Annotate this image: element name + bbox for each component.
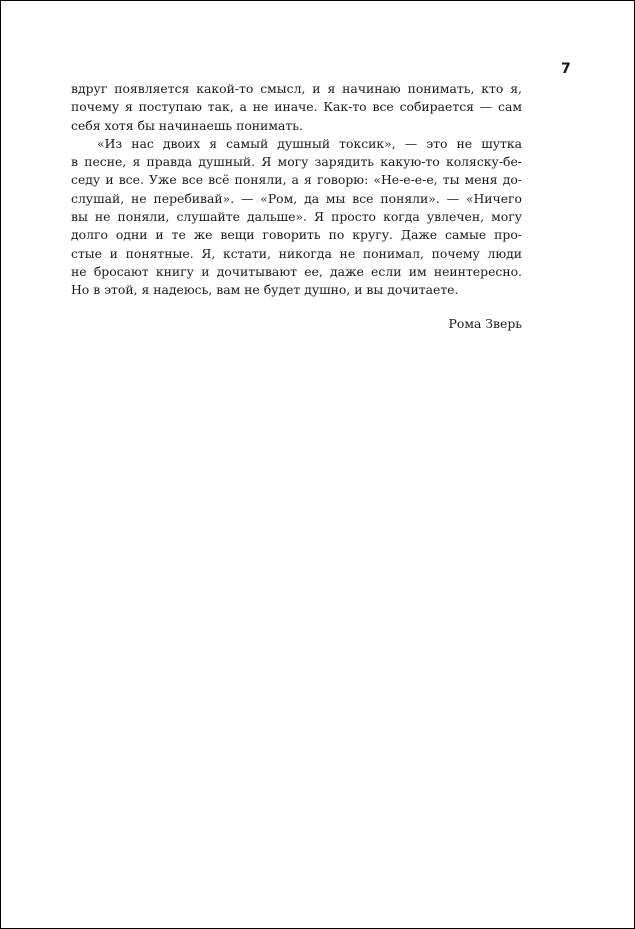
text-line: вдруг появляется какой-то смысл, и я начинаю понимать, кто я, xyxy=(71,81,522,96)
text-line: слушай, не перебивай». — «Ром, да мы все поняли». — «Ничего xyxy=(71,190,522,206)
text-line: не бросают книгу и дочитывают ее, даже если им неинтересно. xyxy=(71,263,522,279)
text-line: Но в этой, я надеюсь, вам не будет душно, и вы дочитаете. xyxy=(71,282,459,298)
text-line: «Из нас двоих я самый душный токсик», — это не шутка xyxy=(97,135,522,151)
page-number: 7 xyxy=(561,61,571,77)
author-signature: Рома Зверь xyxy=(448,315,522,331)
body-text xyxy=(71,80,522,333)
text-line: стые и понятные. Я, кстати, никогда не понимал, почему люди xyxy=(71,245,522,261)
text-line: седу и все. Уже все всё поняли, а я говорю: «Не-е-е-е, ты меня до- xyxy=(71,172,522,188)
text-line: себя хотя бы начинаешь понимать. xyxy=(71,117,303,133)
text-line: почему я поступаю так, а не иначе. Как-то все собирается — сам xyxy=(71,99,522,115)
text-line: долго одни и те же вещи говорить по кругу. Даже самые про- xyxy=(71,227,522,243)
text-line: в песне, я правда душный. Я могу зарядить какую-то коляску-бе- xyxy=(71,154,522,170)
text-line: вы не поняли, слушайте дальше». Я просто когда увлечен, могу xyxy=(71,209,522,225)
